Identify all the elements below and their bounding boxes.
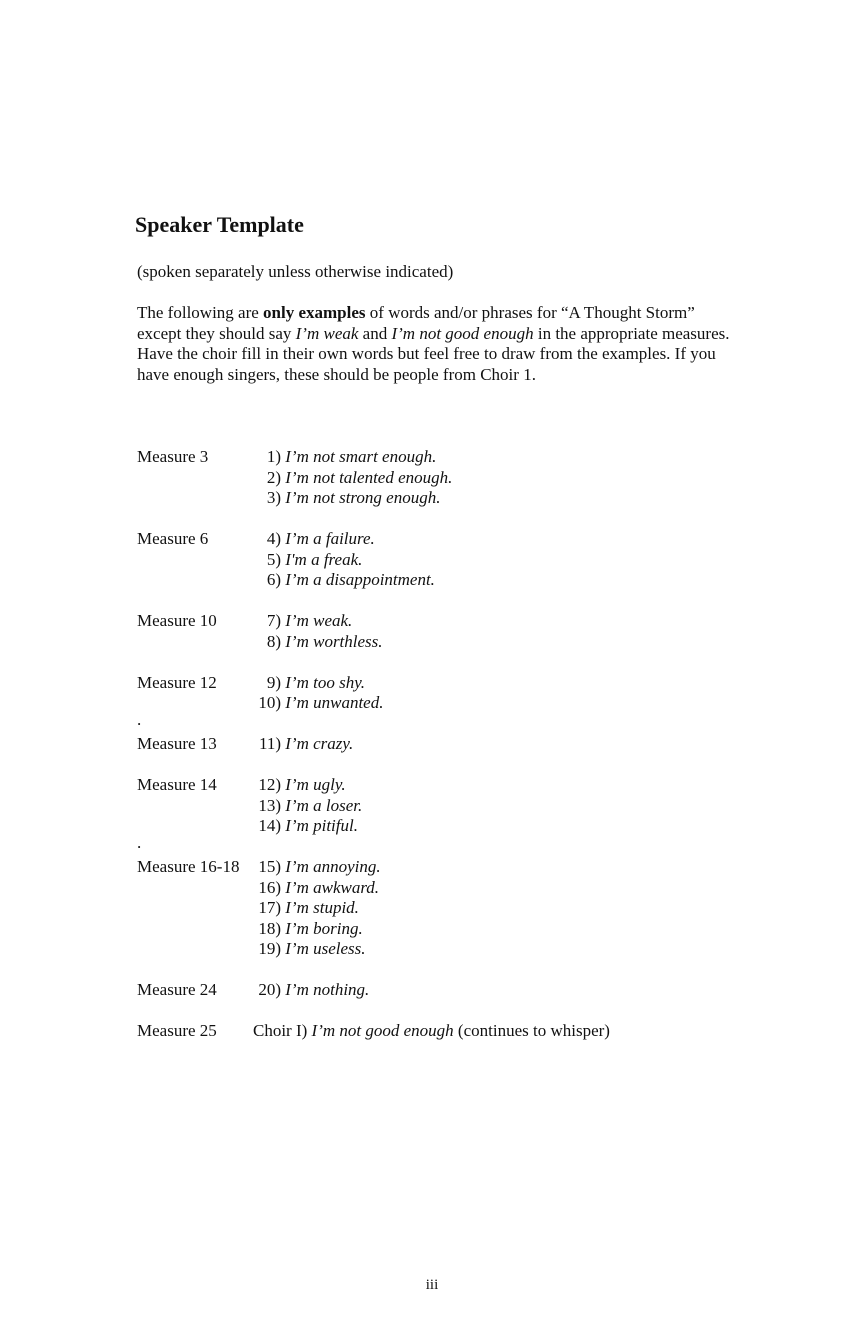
phrase: I’m boring. [285, 918, 363, 938]
phrase: I’m nothing. [285, 980, 370, 999]
phrase: I’m annoying. [285, 857, 381, 876]
intro-paragraph [137, 303, 737, 385]
list-item [253, 529, 610, 550]
item-number: 19) [258, 939, 281, 958]
item-number: 3) [266, 488, 281, 507]
measure-group [137, 980, 610, 1001]
phrase: I'm a freak. [285, 549, 363, 569]
item-number: 14) [258, 816, 281, 835]
measure-items [253, 673, 610, 714]
measure-group [137, 529, 610, 591]
phrase: I’m not smart enough. [285, 447, 437, 466]
measure-label: Measure 6 [137, 529, 209, 548]
list-item [253, 775, 610, 796]
measure-label: Measure 13 [137, 734, 217, 753]
item-number: 13) [258, 795, 281, 815]
list-item [253, 980, 610, 1001]
item-number: 8) [266, 631, 281, 651]
phrase: I’m unwanted. [285, 693, 384, 712]
list-item [253, 611, 610, 632]
measure-label: Measure 24 [137, 980, 217, 999]
list-item [253, 550, 610, 571]
phrase: I’m not talented enough. [285, 467, 453, 487]
choir-label: Choir I) [253, 1021, 312, 1040]
measure-group [137, 447, 610, 509]
measure-label: Measure 12 [137, 672, 217, 692]
measure-label: Measure 16-18 [137, 857, 240, 876]
measure-label: Measure 25 [137, 1021, 217, 1040]
phrase: I’m useless. [285, 939, 366, 958]
note: (continues to whisper) [453, 1021, 610, 1040]
phrase: I’m a failure. [285, 529, 375, 548]
list-item [253, 898, 610, 919]
phrase: I’m a disappointment. [285, 570, 435, 589]
intro-text: The following are [137, 303, 264, 322]
phrase: I’m not strong enough. [285, 488, 441, 507]
phrase: I’m not good enough [311, 1021, 454, 1040]
intro-text: in the appropriate measures. Have the choir fill in their own words but feel free to draw from the examples. If you have enough singers, these should be people from Choir 1. [137, 323, 730, 384]
intro-italic: I’m not good enough [391, 323, 534, 343]
item-number: 5) [266, 549, 281, 569]
phrase: I’m pitiful. [285, 816, 358, 835]
list-item [253, 878, 610, 899]
measure-group [137, 1021, 610, 1042]
measure-items [253, 734, 610, 755]
list-item [253, 1021, 610, 1042]
item-number: 16) [258, 877, 281, 897]
intro-text: of words and/or phrases for “A Thought Storm” except they should say [137, 303, 695, 343]
measure-items [253, 447, 610, 509]
measure-group [137, 775, 610, 837]
measure-list [137, 447, 610, 1042]
subtitle: (spoken separately unless otherwise indicated) [137, 262, 454, 281]
list-item [253, 488, 610, 509]
list-item [253, 939, 610, 960]
stray-dot: . [137, 832, 142, 852]
item-number: 4) [266, 529, 281, 548]
phrase: I’m a loser. [285, 795, 363, 815]
phrase: I’m stupid. [285, 898, 359, 917]
item-number: 20) [258, 980, 281, 999]
measure-items [253, 857, 610, 960]
measure-items [253, 611, 610, 652]
list-item [253, 857, 610, 878]
measure-group [137, 734, 610, 755]
item-number: 1) [266, 447, 281, 466]
measure-group [137, 673, 610, 714]
measure-items [253, 980, 610, 1001]
page-number: iii [425, 1277, 439, 1293]
item-number: 9) [266, 672, 281, 692]
list-item [253, 570, 610, 591]
measure-group [137, 611, 610, 652]
page-title: Speaker Template [135, 212, 304, 237]
phrase: I’m weak. [285, 611, 353, 630]
item-number: 18) [258, 918, 281, 938]
list-item [253, 816, 610, 837]
intro-text: and [358, 323, 392, 343]
list-item [253, 796, 610, 817]
intro-italic: I’m weak [295, 323, 359, 343]
list-item [253, 673, 610, 694]
item-number: 7) [266, 611, 281, 630]
measure-label: Measure 14 [137, 775, 217, 794]
item-number: 17) [258, 898, 281, 917]
item-number: 2) [266, 467, 281, 487]
stray-dot: . [137, 709, 142, 729]
item-number: 15) [258, 857, 281, 876]
item-number: 12) [258, 775, 281, 794]
measure-items [253, 775, 610, 837]
measure-label: Measure 10 [137, 611, 217, 630]
list-item [253, 447, 610, 468]
list-item [253, 468, 610, 489]
phrase: I’m awkward. [285, 877, 380, 897]
phrase: I’m worthless. [285, 631, 383, 651]
intro-bold: only examples [263, 303, 366, 322]
item-number: 10) [258, 693, 281, 712]
phrase: I’m crazy. [285, 734, 354, 753]
list-item [253, 693, 610, 714]
list-item [253, 919, 610, 940]
list-item [253, 734, 610, 755]
item-number: 6) [266, 570, 281, 589]
measure-group [137, 857, 610, 960]
measure-items [253, 529, 610, 591]
phrase: I’m too shy. [285, 672, 366, 692]
measure-items [253, 1021, 610, 1042]
phrase: I’m ugly. [285, 775, 346, 794]
item-number: 11) [258, 734, 281, 753]
measure-label: Measure 3 [137, 447, 209, 466]
list-item [253, 632, 610, 653]
